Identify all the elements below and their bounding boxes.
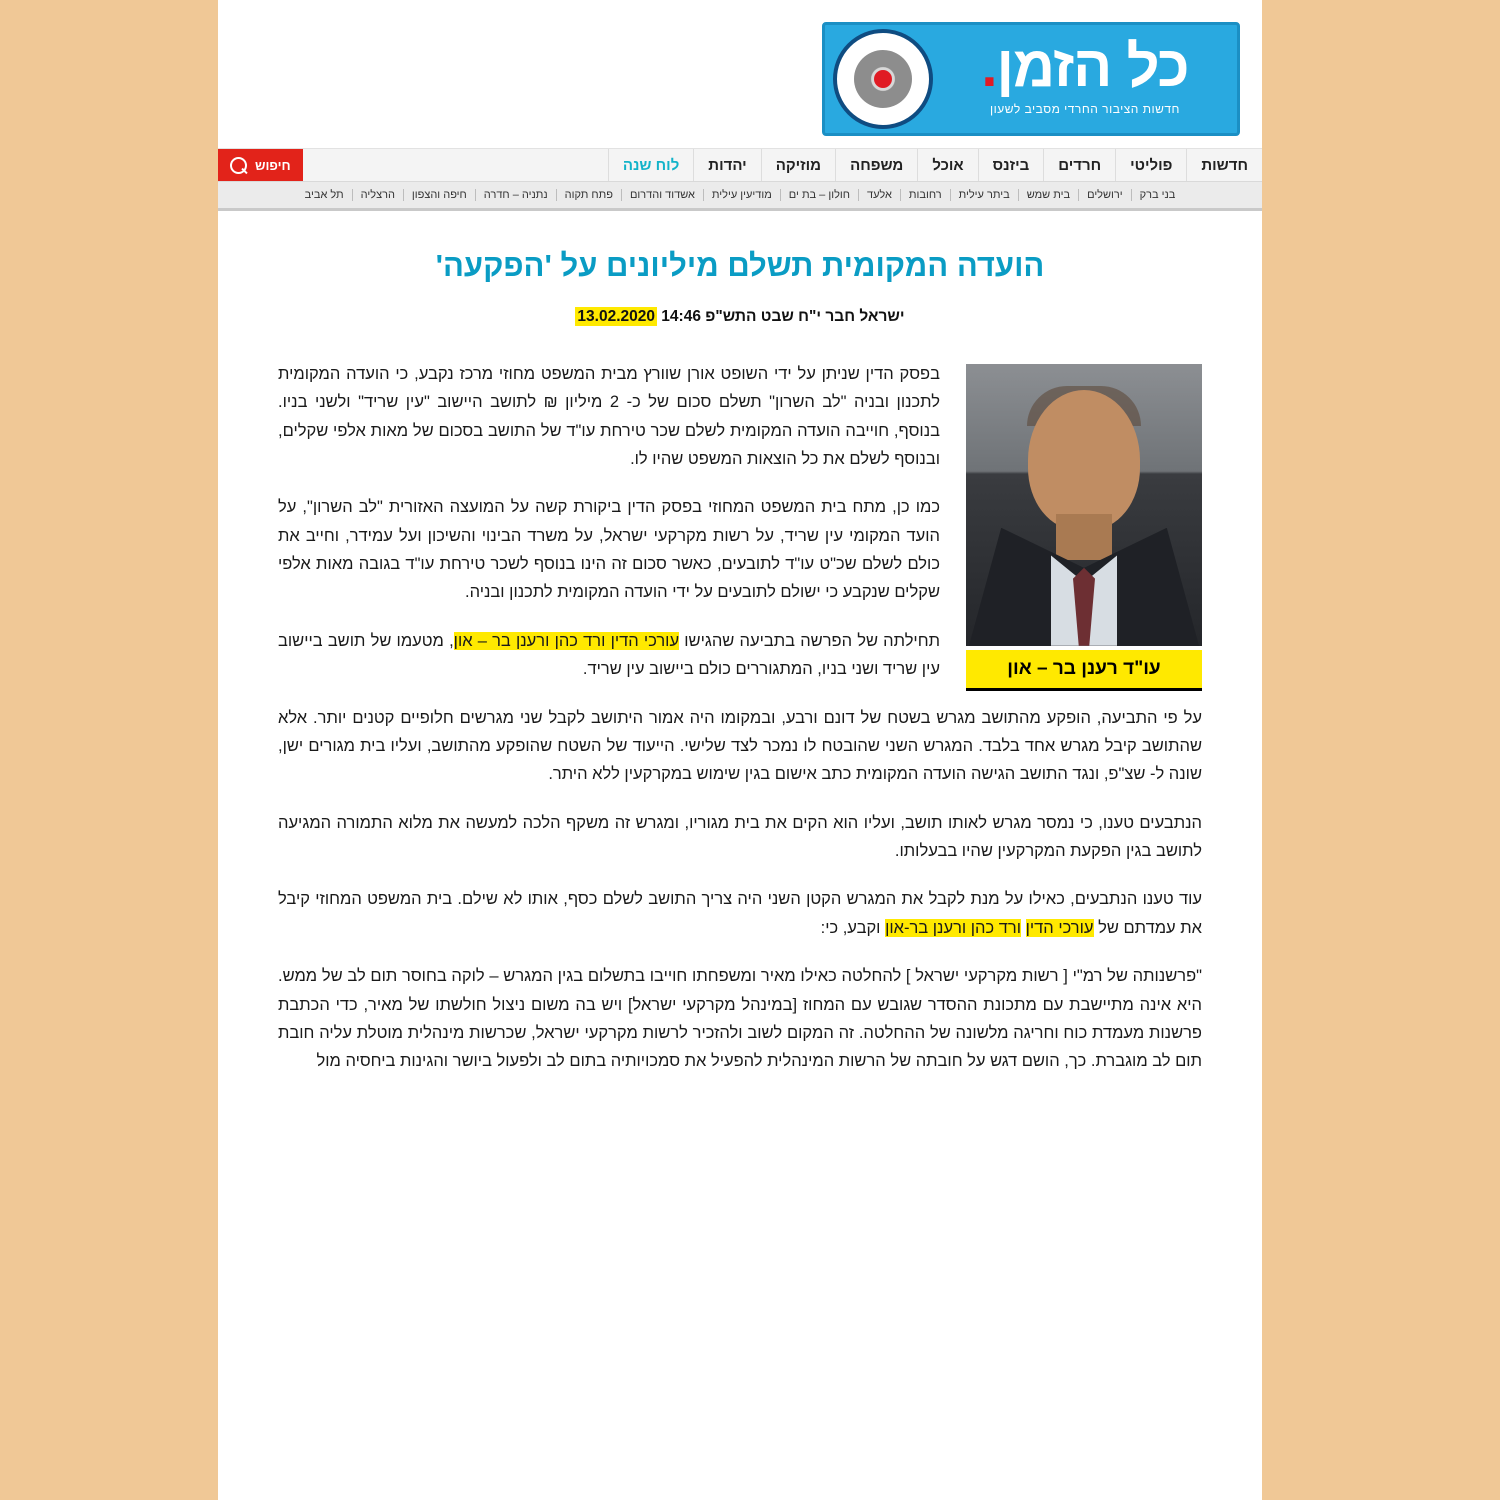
city-link[interactable]: רחובות — [900, 189, 950, 201]
city-link[interactable]: אלעד — [858, 189, 900, 201]
text-between-highlights — [1021, 919, 1026, 937]
city-link[interactable]: פתח תקוה — [556, 189, 621, 201]
paragraph: כמו כן, מתח בית המשפט המחוזי בפסק הדין ביקורת קשה על המועצה האזורית "לב השרון", על הועד המקומי עין שריד, על רשות מקרקעי ישראל, על משרד הבינוי והשיכון ועל עמידר, וחייב את כולם לשלם שכ"ט עו"ד לתובעים, כאשר סכום זה הינו בנוסף לשכר טירחת עו"ד בגובה מאות אלפי שקלים שנקבע כי ישולם לתובעים על ידי הועדה המקומית לתכנון ובניה. — [278, 498, 940, 602]
text-after-highlight: וקבע, כי: — [820, 918, 886, 937]
nav-item-family[interactable]: משפחה — [835, 149, 917, 181]
paragraph: בפסק הדין שניתן על ידי השופט אורן שוורץ מבית המשפט מחוזי מרכז נקבע, כי הועדה המקומית לתכנון ובניה "לב השרון" תשלם סכום של כ- 2 מיליון ₪ לתושב היישוב "עין שריד" ולשני בניו. בנוסף, חוייבה הועדה המקומית לשלם שכר טירחת עו"ד של התושב בסכום של מאות אלפי שקלים, ובנוסף לשלם את כל הוצאות המשפט שהיו לו. — [278, 364, 940, 468]
paragraph: הנתבעים טענו, כי נמסר מגרש לאותו תושב, ועליו הוא הקים את בית מגוריו, ומגרש זה משקף הלכה למעשה את מלוא התמורה המגיעה לתושב בגין הפקעת המקרקעין שהיו בבעלותו. — [278, 813, 1202, 860]
page-title: הועדה המקומית תשלם מיליונים על 'הפקעה' — [435, 248, 1045, 283]
site-logo[interactable] — [822, 22, 1240, 136]
city-link[interactable]: חיפה והצפון — [403, 189, 475, 201]
search-icon — [230, 157, 247, 174]
search-label: חיפוש — [255, 157, 291, 173]
nav-item-food[interactable]: אוכל — [917, 149, 977, 181]
city-link[interactable]: נתניה – חדרה — [475, 189, 556, 201]
city-link[interactable]: ירושלים — [1078, 189, 1131, 201]
byline-date: 13.02.2020 — [577, 307, 655, 325]
nav-item-business[interactable]: ביזנס — [978, 149, 1044, 181]
logo-title: כל הזמן — [996, 34, 1189, 99]
byline-author: ישראל חבר — [825, 307, 905, 325]
text-after-highlight: , מטעמו של תושב ביישוב עין שריד ושני בניו, המתגוררים כולם ביישוב עין שריד. — [278, 631, 940, 679]
main-navigation — [218, 149, 1262, 182]
byline-time: 14:46 — [661, 307, 701, 325]
nav-spacer — [303, 149, 608, 181]
text-before-highlight: עוד טענו הנתבעים, כאילו על מנת לקבל את המגרש הקטן השני היה צריך התושב לשלם כסף, אותו לא שילם. בית המשפט המחוזי קיבל את עמדתם של — [278, 890, 1202, 937]
article-figure — [966, 364, 1202, 692]
nav-item-music[interactable]: מוזיקה — [761, 149, 835, 181]
logo-dot: . — [981, 34, 997, 99]
highlight-lawyer-names-2: ורד כהן ורענן בר-און — [885, 918, 1021, 937]
logo-tagline: חדשות הציבור החרדי מסביב לשעון — [990, 102, 1180, 116]
article-body — [278, 360, 1202, 1096]
city-link[interactable]: מודיעין עילית — [703, 189, 780, 201]
city-link[interactable]: חולון – בת ים — [780, 189, 858, 201]
city-link[interactable]: בני ברק — [1131, 189, 1184, 201]
nav-item-haredim[interactable]: חרדים — [1043, 149, 1115, 181]
paragraph-quote: "פרשנותה של רמ"י [ רשות מקרקעי ישראל ] להחלטה כאילו מאיר ומשפחתו חוייבו בתשלום בגין המגרש – לוקה בחוסר תום לב של ממש. היא אינה מתיישבת עם מתכונת ההסדר שגובש עם המחוז [במינהל מקרקעי ישראל] ויש בה משום ניצול חולשתו של מאיר, כדי הכתבת פרשנות מעמדת כוח וחריגה מלשונה של ההחלטה. זה המקום לשוב ולהזכיר לרשות מקרקעי ישראל, שכרשות מינהלית מוטלת עליה חובת תום לב מוגברת. כך, הושם דגש על חובתה של הרשות המינהלית להפעיל את סמכויותיה בתום לב ולפעול ביושר והגינות ביחסיה מול — [278, 967, 1202, 1071]
city-link[interactable]: אשדוד והדרום — [621, 189, 703, 201]
nav-item-calendar[interactable]: לוח שנה — [608, 149, 693, 181]
city-link[interactable]: ביתר עילית — [950, 189, 1018, 201]
site-header — [218, 0, 1262, 149]
figure-caption: עו"ד רענן בר – און — [966, 650, 1202, 692]
city-link[interactable]: בית שמש — [1018, 189, 1078, 201]
nav-item-judaism[interactable]: יהדות — [693, 149, 760, 181]
search-button[interactable] — [218, 149, 303, 181]
byline-hebrew-date: י"ח שבט התש"פ — [705, 307, 822, 325]
article-container — [218, 211, 1262, 1096]
city-link[interactable]: תל אביב — [304, 189, 344, 201]
byline — [278, 308, 1202, 326]
page-canvas — [218, 0, 1262, 1500]
paragraph: על פי התביעה, הופקע מהתושב מגרש בשטח של דונם ורבע, ובמקומו היה אמור היתושב לקבל שני מגרשים חלופיים קטנים יותר. אלא שהתושב קיבל מגרש אחד בלבד. המגרש השני שהובטח לו נמכר לצד שלישי. הייעוד של השטח שהופקע מהתושב, ועליו בית מגורים ישן, שונה ל- שצ"פ, ונגד התושב הגישה הועדה המקומית כתב אישום בגין שימוש במקרקעין ללא היתר. — [278, 708, 1202, 784]
cities-navigation — [218, 182, 1262, 211]
nav-item-news[interactable]: חדשות — [1186, 149, 1262, 181]
portrait-photo — [966, 364, 1202, 646]
camera-shutter-icon — [833, 29, 933, 129]
paragraph-lawyers-second — [278, 885, 1202, 942]
city-link[interactable]: הרצליה — [352, 189, 403, 201]
text-before-highlight: תחילתה של הפרשה בתביעה שהגישו — [679, 631, 940, 650]
highlight-lawyer-names: עורכי הדין ורד כהן ורענן בר – און — [453, 631, 680, 650]
nav-item-politics[interactable]: פוליטי — [1115, 149, 1186, 181]
highlight-lawyers-label: עורכי הדין — [1025, 918, 1094, 937]
